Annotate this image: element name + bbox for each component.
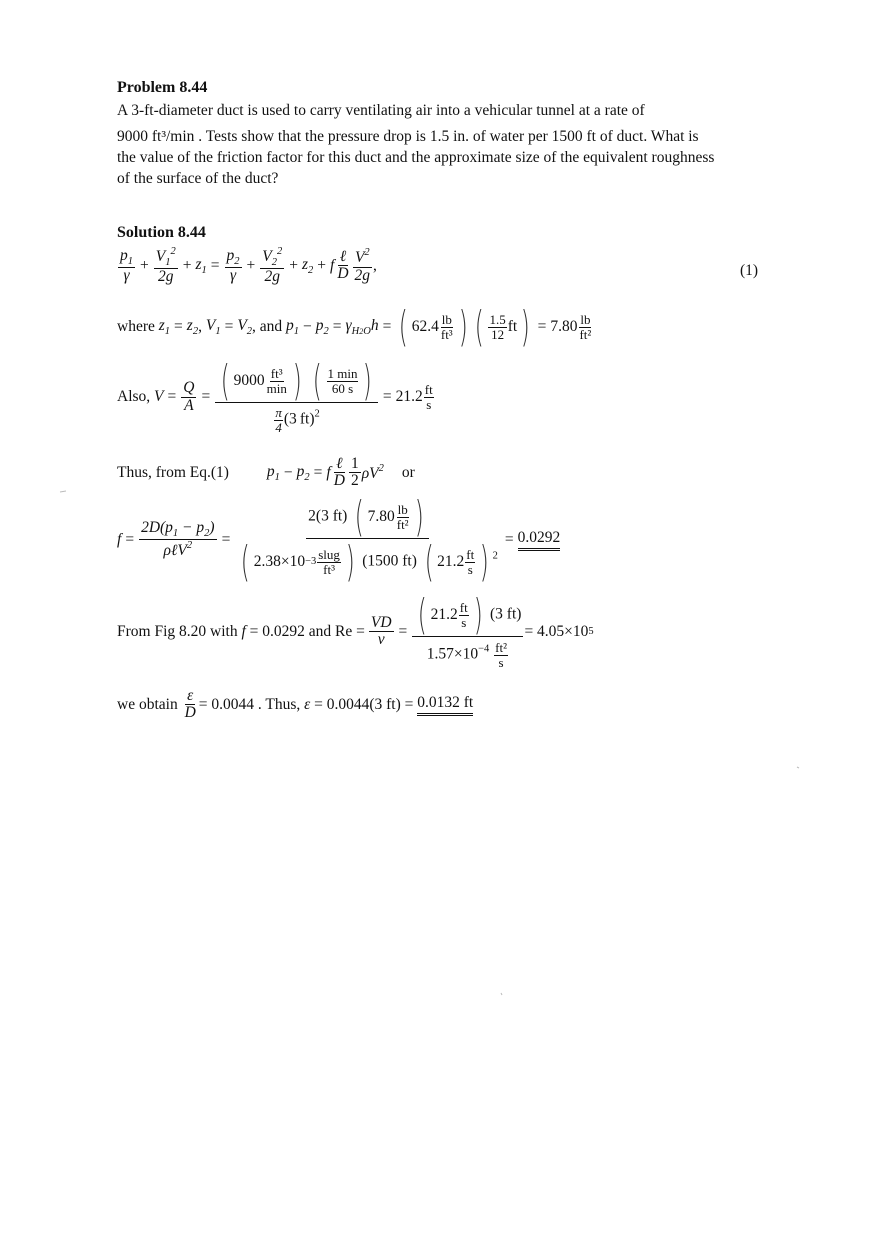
water-specific-weight: 62.4 [411,318,439,335]
energy-equation: $\frac{p_1}{\gamma}$ + $\frac{V_1^2}{2g}$ + $z_1$ = $\frac{p_2}{\gamma}$ + $\frac{V_2^2}{2g}$ + $z_2$ + f $\frac{\text{ℓ}}{D}$ $\frac{V^2}{2g}$ , [120,246,377,286]
problem-line-3: the value of the friction factor for this duct and the approximate size of the equivalent roughness [117,149,715,166]
problem-line-1: A 3-ft-diameter duct is used to carry ventilating air into a vehicular tunnel at a rate of [117,102,645,119]
solution-heading: Solution 8.44 [117,224,206,241]
velocity-equation: Also, V = $\frac{Q}{A}$ = ( 9000 $\frac{\text{ft³}}{\min}$ ) ( $\frac{1 \min}{60 s}$ ) $\frac{\pi}{4}$ (3 ft)$^2$ = 21.2 $\frac{ft}{s}$ [117,356,433,435]
figure-reference: From Fig 8.20 with [117,622,238,640]
thus-label: Thus, from Eq.(1) [117,463,229,481]
also-label: Also, [117,388,151,406]
or-label: or [401,463,415,481]
where-label: where [117,318,155,335]
pressure-result: 7.80 [550,318,578,335]
friction-factor-result: 0.0292 [518,529,561,551]
friction-relation: Thus, from Eq.(1) $p_1$ − $p_2$ = f $\frac{\text{ℓ}}{D}$ $\frac{1}{2}$ $\rho V^2$ or [117,455,415,490]
friction-factor-equation: f = $\frac{2D(p_1 - p_2)}{\rho\ell V^2}$ = 2(3 ft) ( 7.80 $\frac{lb}{\text{ft²}}$ ) ( 2.38×10 −3 $\frac{\text{slug}}{\text{ft³}}$ ) (1500 ft) ( 21.2 $\frac{ft}{s}$ ) $^2$ = 0.0292 [117,492,561,586]
flow-rate: 9000 ft³/min . [117,128,203,145]
equation-number: (1) [740,262,759,279]
problem-heading: Problem 8.44 [117,79,208,96]
roughness-equation: we obtain $\frac{\varepsilon}{D}$ = 0.0044 . Thus, ε = 0.0044(3 ft) = 0.0132 ft [117,687,474,722]
velocity-result: 21.2 [395,388,423,406]
and-label: and [259,318,283,335]
problem-line-4: of the surface of the duct? [117,170,279,187]
obtain-label: we obtain [117,695,178,713]
reynolds-result: = 4.05×10 [524,622,589,640]
reynolds-equation: From Fig 8.20 with f = 0.0292 and Re = $\frac{VD}{\nu}$ = ( 21.2 $\frac{ft}{s}$ ) (3 ft) $1.57\times 10^{-4}$ $\frac{\text{ft²}}{s}$ = 4.05×10 5 [117,590,594,670]
problem-line-2-text: Tests show that the pressure drop is 1.5 in. of water per 1500 ft of duct. What is [205,128,699,145]
pressure-drop-equation: where $z_1$ = $z_2$ , $V_1$ = $V_2$ , and $p_1$ − $p_2$ = $\gamma_{H2O}h$ = ( 62.4 $\frac{lb}{\text{ft³}}$ ) ( $\frac{1.5}{12}$ ft ) = 7.80 $\frac{lb}{\text{ft²}}$ [117,302,592,351]
roughness-result: 0.0132 ft [417,694,473,716]
